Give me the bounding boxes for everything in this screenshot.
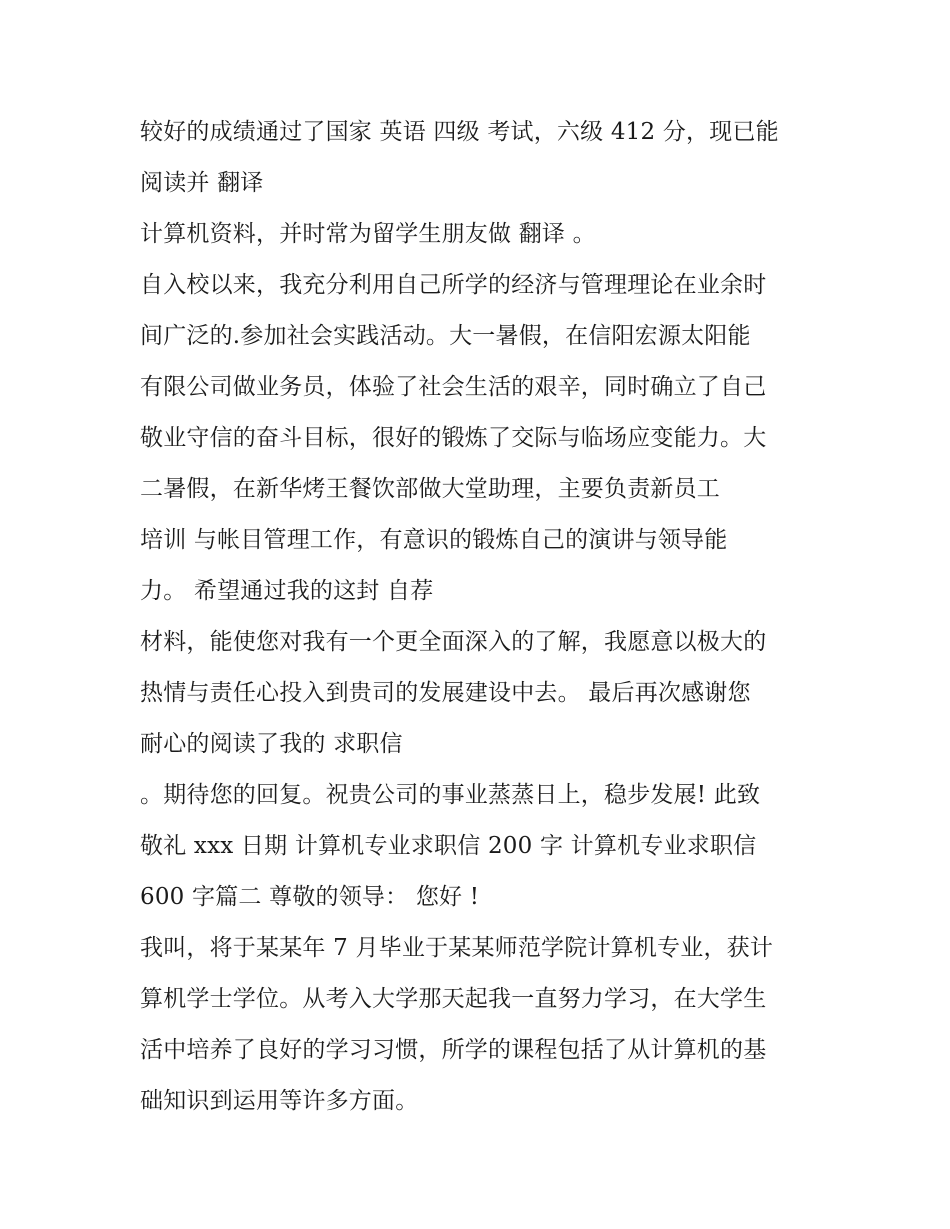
text-line: 计算机资料，并时常为留学生朋友做 翻译 。 (140, 221, 596, 247)
text-line: 热情与责任心投入到贵司的发展建设中去。 最后再次感谢您 (140, 680, 751, 706)
text-line: 力。 希望通过我的这封 自荐 (140, 578, 434, 604)
text-line: 算机学士学位。从考入大学那天起我一直努力学习，在大学生 (140, 986, 767, 1012)
body-text (140, 107, 830, 1127)
text-line: 较好的成绩通过了国家 英语 四级 考试，六级 412 分，现已能 (140, 119, 779, 145)
text-line: 培训 与帐目管理工作，有意识的锻炼自己的演讲与领导能 (140, 527, 728, 553)
text-line: 间广泛的.参加社会实践活动。大一暑假，在信阳宏源太阳能 (140, 323, 751, 349)
text-line: 材料，能使您对我有一个更全面深入的了解，我愿意以极大的 (140, 629, 767, 655)
text-line: 阅读并 翻译 (140, 170, 264, 196)
text-line: 有限公司做业务员，体验了社会生活的艰辛，同时确立了自己 (140, 374, 767, 400)
text-line: 活中培养了良好的学习习惯，所学的课程包括了从计算机的基 (140, 1037, 767, 1063)
text-line: 础知识到运用等许多方面。 (140, 1088, 419, 1114)
text-line: 600 字篇二 尊敬的领导： 您好 ! (140, 884, 480, 910)
text-line: 二暑假，在新华烤王餐饮部做大堂助理，主要负责新员工 (140, 476, 720, 502)
text-line: 。期待您的回复。祝贵公司的事业蒸蒸日上，稳步发展! 此致 (140, 782, 761, 808)
text-line: 敬礼 xxx 日期 计算机专业求职信 200 字 计算机专业求职信 (140, 833, 757, 859)
text-line: 耐心的阅读了我的 求职信 (140, 731, 403, 757)
text-line: 自入校以来，我充分利用自己所学的经济与管理理论在业余时 (140, 272, 767, 298)
text-line: 我叫，将于某某年 7 月毕业于某某师范学院计算机专业，获计 (140, 935, 774, 961)
text-line: 敬业守信的奋斗目标，很好的锻炼了交际与临场应变能力。大 (140, 425, 767, 451)
